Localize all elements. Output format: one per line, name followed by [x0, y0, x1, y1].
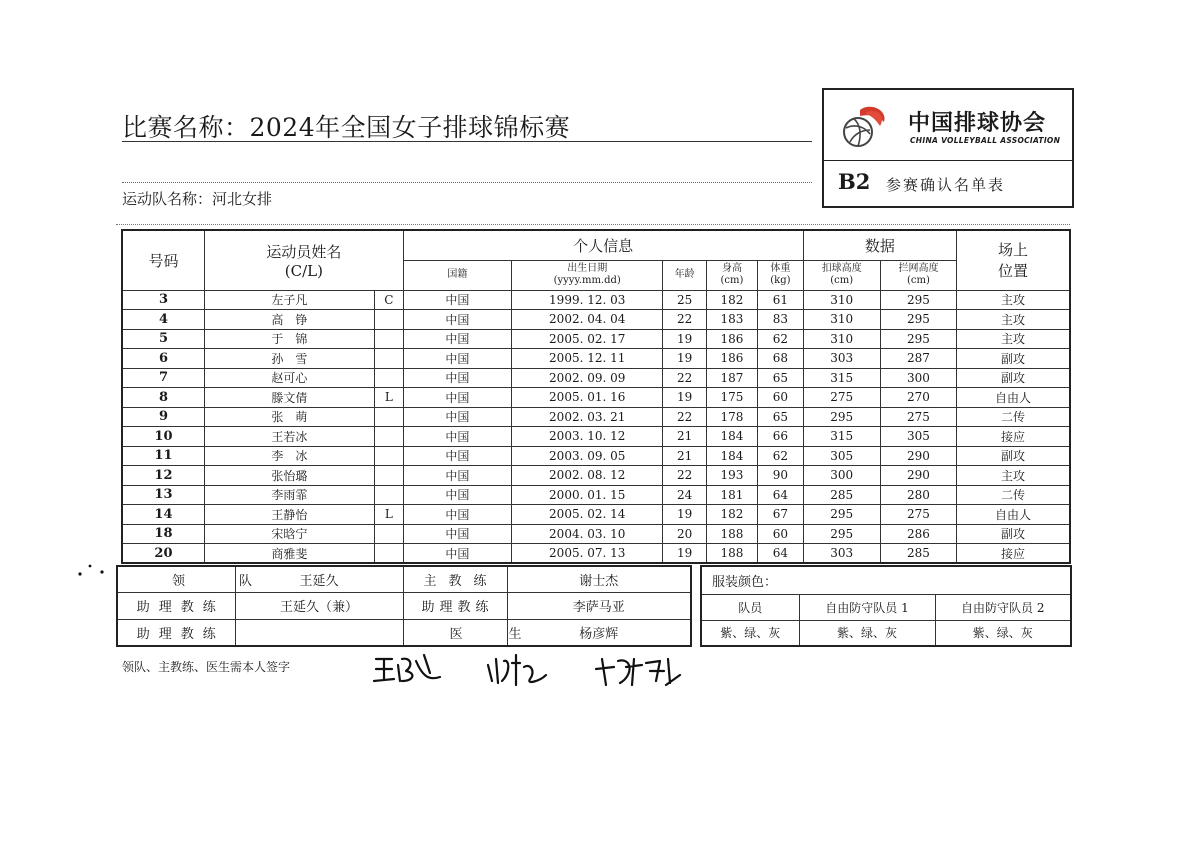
association-name-cn: 中国排球协会 — [908, 111, 1047, 136]
player-block-reach: 280 — [880, 485, 956, 505]
player-spike-reach: 285 — [803, 485, 880, 505]
assistant-coach-value-1: 王延久（兼） — [235, 593, 403, 619]
header-court-position-line2: 位置 — [998, 262, 1029, 281]
player-weight: 60 — [758, 524, 803, 544]
player-position: 自由人 — [957, 505, 1070, 525]
table-row — [122, 329, 1070, 349]
player-spike-reach: 315 — [803, 368, 880, 388]
player-nationality: 中国 — [403, 466, 511, 486]
player-number: 3 — [122, 290, 204, 310]
leader-label: 领队 — [117, 566, 235, 593]
player-height: 182 — [706, 290, 758, 310]
player-height: 186 — [706, 329, 758, 349]
player-cl — [374, 310, 403, 330]
player-height: 187 — [706, 368, 758, 388]
player-position: 二传 — [957, 407, 1070, 427]
player-birth-date: 2005. 07. 13 — [511, 544, 662, 564]
player-cl — [374, 427, 403, 447]
header-court-position-line1: 场上 — [998, 241, 1029, 260]
player-height: 175 — [706, 388, 758, 408]
table-row — [122, 544, 1070, 564]
player-spike-reach: 305 — [803, 446, 880, 466]
player-cl — [374, 466, 403, 486]
player-age: 22 — [663, 310, 706, 330]
player-weight: 65 — [758, 407, 803, 427]
player-name: 张 萌 — [204, 407, 374, 427]
player-height: 181 — [706, 485, 758, 505]
player-birth-date: 2002. 09. 09 — [511, 368, 662, 388]
player-position: 二传 — [957, 485, 1070, 505]
assistant-coach-value-2: 李萨马亚 — [507, 593, 691, 619]
player-number: 6 — [122, 349, 204, 369]
player-spike-reach: 275 — [803, 388, 880, 408]
association-name-en: CHINA VOLLEYBALL ASSOCIATION — [910, 136, 1061, 145]
player-position: 接应 — [957, 544, 1070, 564]
player-position: 主攻 — [957, 290, 1070, 310]
form-code: B2 — [838, 169, 871, 194]
header-spike-label: 扣球高度 — [821, 263, 862, 274]
table-row — [122, 427, 1070, 447]
header-nationality: 国籍 — [403, 260, 511, 290]
player-spike-reach: 310 — [803, 310, 880, 330]
player-nationality: 中国 — [403, 485, 511, 505]
player-position: 副攻 — [957, 446, 1070, 466]
doctor-label: 医生 — [403, 619, 507, 646]
player-spike-reach: 295 — [803, 505, 880, 525]
uniform-player-colors: 紫、绿、灰 — [701, 620, 799, 646]
player-block-reach: 275 — [880, 407, 956, 427]
player-birth-date: 2002. 08. 12 — [511, 466, 662, 486]
player-nationality: 中国 — [403, 505, 511, 525]
player-position: 主攻 — [957, 329, 1070, 349]
player-age: 25 — [663, 290, 706, 310]
header-data: 数据 — [803, 230, 957, 260]
player-block-reach: 290 — [880, 446, 956, 466]
assistant-coach-label-2: 助理教练 — [403, 593, 507, 619]
player-height: 178 — [706, 407, 758, 427]
dotted-divider — [122, 182, 812, 183]
player-name: 宋晗宁 — [204, 524, 374, 544]
match-title: 比赛名称：2024年全国女子排球锦标赛 — [122, 113, 571, 142]
player-nationality: 中国 — [403, 388, 511, 408]
header-personal-info: 个人信息 — [403, 230, 803, 260]
player-nationality: 中国 — [403, 446, 511, 466]
player-spike-reach: 310 — [803, 329, 880, 349]
player-nationality: 中国 — [403, 290, 511, 310]
player-weight: 60 — [758, 388, 803, 408]
player-name: 孙 雪 — [204, 349, 374, 369]
signature-note: 领队、主教练、医生需本人签字 — [122, 660, 291, 674]
player-position: 主攻 — [957, 310, 1070, 330]
player-nationality: 中国 — [403, 427, 511, 447]
header-weight-unit: (kg) — [770, 275, 791, 286]
head-coach-value: 谢士杰 — [507, 566, 691, 593]
uniform-libero1-colors: 紫、绿、灰 — [799, 620, 935, 646]
player-spike-reach: 303 — [803, 544, 880, 564]
header-number: 号码 — [122, 230, 204, 290]
player-name: 李雨霏 — [204, 485, 374, 505]
roster-table — [121, 229, 1071, 564]
player-block-reach: 295 — [880, 310, 956, 330]
player-name: 商雅斐 — [204, 544, 374, 564]
player-number: 20 — [122, 544, 204, 564]
header-block-label: 拦网高度 — [898, 263, 939, 274]
player-age: 19 — [663, 388, 706, 408]
player-height: 188 — [706, 544, 758, 564]
player-weight: 64 — [758, 485, 803, 505]
table-row — [122, 290, 1070, 310]
player-number: 9 — [122, 407, 204, 427]
player-name: 李 冰 — [204, 446, 374, 466]
player-spike-reach: 295 — [803, 524, 880, 544]
uniform-libero1-label: 自由防守队员 1 — [799, 595, 935, 620]
player-cl — [374, 544, 403, 564]
player-height: 183 — [706, 310, 758, 330]
player-number: 12 — [122, 466, 204, 486]
player-age: 22 — [663, 368, 706, 388]
header-spike-reach — [803, 260, 880, 290]
form-name: 参赛确认名单表 — [886, 176, 1006, 194]
assistant-coach-value-3 — [235, 619, 403, 646]
page-dotted-divider — [116, 224, 1070, 225]
header-birth-format: (yyyy.mm.dd) — [553, 275, 621, 286]
player-age: 22 — [663, 407, 706, 427]
player-spike-reach: 310 — [803, 290, 880, 310]
uniform-player-label: 队员 — [701, 595, 799, 620]
head-coach-label: 主教练 — [403, 566, 507, 593]
header-cl-label: (C/L) — [284, 261, 323, 280]
header-weight — [758, 260, 803, 290]
table-row — [122, 368, 1070, 388]
player-number: 5 — [122, 329, 204, 349]
player-block-reach: 290 — [880, 466, 956, 486]
player-name: 王若冰 — [204, 427, 374, 447]
table-row — [122, 310, 1070, 330]
player-cl: C — [374, 290, 403, 310]
player-position: 副攻 — [957, 349, 1070, 369]
player-weight: 83 — [758, 310, 803, 330]
leader-value: 王延久 — [235, 566, 403, 593]
table-row — [122, 466, 1070, 486]
player-position: 副攻 — [957, 368, 1070, 388]
player-weight: 68 — [758, 349, 803, 369]
header-weight-label: 体重 — [770, 263, 791, 274]
title-underline — [122, 141, 812, 142]
uniform-color-table — [700, 565, 1072, 647]
player-birth-date: 2000. 01. 15 — [511, 485, 662, 505]
header-court-position — [957, 230, 1070, 290]
header-birth-date — [511, 260, 662, 290]
player-nationality: 中国 — [403, 310, 511, 330]
player-number: 13 — [122, 485, 204, 505]
player-age: 19 — [663, 544, 706, 564]
header-height — [706, 260, 758, 290]
player-position: 接应 — [957, 427, 1070, 447]
player-number: 18 — [122, 524, 204, 544]
team-name: 河北女排 — [212, 190, 273, 208]
uniform-title: 服装颜色： — [701, 566, 1071, 595]
player-nationality: 中国 — [403, 524, 511, 544]
player-spike-reach: 295 — [803, 407, 880, 427]
header-athlete-name-label: 运动员姓名 — [266, 242, 342, 261]
player-height: 184 — [706, 427, 758, 447]
player-weight: 64 — [758, 544, 803, 564]
player-age: 21 — [663, 446, 706, 466]
player-birth-date: 2005. 02. 17 — [511, 329, 662, 349]
player-age: 22 — [663, 466, 706, 486]
player-number: 8 — [122, 388, 204, 408]
table-row — [122, 524, 1070, 544]
table-row — [122, 446, 1070, 466]
roster-body — [122, 290, 1070, 563]
player-age: 20 — [663, 524, 706, 544]
header-age: 年龄 — [663, 260, 706, 290]
assistant-coach-label-1: 助理教练 — [117, 593, 235, 619]
player-cl — [374, 407, 403, 427]
doctor-value: 杨彦辉 — [507, 619, 691, 646]
player-number: 4 — [122, 310, 204, 330]
player-age: 21 — [663, 427, 706, 447]
player-nationality: 中国 — [403, 407, 511, 427]
player-name: 高 铮 — [204, 310, 374, 330]
player-block-reach: 295 — [880, 329, 956, 349]
team-label: 运动队名称： — [122, 190, 213, 208]
player-number: 11 — [122, 446, 204, 466]
player-block-reach: 270 — [880, 388, 956, 408]
player-block-reach: 287 — [880, 349, 956, 369]
player-block-reach: 286 — [880, 524, 956, 544]
handwritten-signatures — [370, 645, 710, 693]
table-row — [122, 388, 1070, 408]
uniform-libero2-colors: 紫、绿、灰 — [935, 620, 1071, 646]
player-birth-date: 2005. 01. 16 — [511, 388, 662, 408]
player-birth-date: 2003. 10. 12 — [511, 427, 662, 447]
header-height-unit: (cm) — [720, 275, 744, 286]
header-block-unit: (cm) — [907, 275, 930, 286]
player-weight: 65 — [758, 368, 803, 388]
player-height: 182 — [706, 505, 758, 525]
player-height: 193 — [706, 466, 758, 486]
player-birth-date: 2005. 02. 14 — [511, 505, 662, 525]
player-cl: L — [374, 505, 403, 525]
header-spike-unit: (cm) — [830, 275, 854, 286]
staff-table — [116, 565, 692, 647]
player-birth-date: 2002. 03. 21 — [511, 407, 662, 427]
player-number: 10 — [122, 427, 204, 447]
header-height-label: 身高 — [721, 263, 742, 274]
player-weight: 62 — [758, 329, 803, 349]
player-number: 14 — [122, 505, 204, 525]
player-name: 赵可心 — [204, 368, 374, 388]
table-row — [122, 485, 1070, 505]
player-cl — [374, 329, 403, 349]
player-nationality: 中国 — [403, 349, 511, 369]
player-block-reach: 305 — [880, 427, 956, 447]
player-nationality: 中国 — [403, 329, 511, 349]
header-birth-date-label: 出生日期 — [567, 263, 608, 274]
player-birth-date: 2003. 09. 05 — [511, 446, 662, 466]
logo-box-divider — [824, 160, 1072, 161]
player-weight: 90 — [758, 466, 803, 486]
player-name: 于 锦 — [204, 329, 374, 349]
player-position: 主攻 — [957, 466, 1070, 486]
player-weight: 61 — [758, 290, 803, 310]
player-age: 24 — [663, 485, 706, 505]
player-birth-date: 2002. 04. 04 — [511, 310, 662, 330]
player-spike-reach: 300 — [803, 466, 880, 486]
player-cl: L — [374, 388, 403, 408]
player-cl — [374, 349, 403, 369]
team-name-row — [122, 188, 272, 209]
player-block-reach: 300 — [880, 368, 956, 388]
volleyball-logo-icon — [840, 104, 890, 150]
player-nationality: 中国 — [403, 368, 511, 388]
player-weight: 62 — [758, 446, 803, 466]
player-birth-date: 2005. 12. 11 — [511, 349, 662, 369]
player-name: 张怡璐 — [204, 466, 374, 486]
player-cl — [374, 485, 403, 505]
header-athlete-name — [204, 230, 403, 290]
player-position: 副攻 — [957, 524, 1070, 544]
player-name: 左子凡 — [204, 290, 374, 310]
player-spike-reach: 303 — [803, 349, 880, 369]
player-age: 19 — [663, 505, 706, 525]
assistant-coach-label-3: 助理教练 — [117, 619, 235, 646]
uniform-libero2-label: 自由防守队员 2 — [935, 595, 1071, 620]
player-cl — [374, 524, 403, 544]
player-weight: 66 — [758, 427, 803, 447]
scan-specks — [76, 560, 110, 580]
player-block-reach: 285 — [880, 544, 956, 564]
form-id-box — [822, 88, 1074, 208]
player-height: 184 — [706, 446, 758, 466]
player-block-reach: 275 — [880, 505, 956, 525]
table-row — [122, 349, 1070, 369]
player-nationality: 中国 — [403, 544, 511, 564]
player-cl — [374, 368, 403, 388]
player-block-reach: 295 — [880, 290, 956, 310]
player-height: 188 — [706, 524, 758, 544]
signature-leader-stroke — [374, 659, 394, 681]
player-position: 自由人 — [957, 388, 1070, 408]
player-name: 王静怡 — [204, 505, 374, 525]
player-number: 7 — [122, 368, 204, 388]
player-name: 滕文倩 — [204, 388, 374, 408]
player-birth-date: 1999. 12. 03 — [511, 290, 662, 310]
player-cl — [374, 446, 403, 466]
player-birth-date: 2004. 03. 10 — [511, 524, 662, 544]
player-age: 19 — [663, 329, 706, 349]
player-height: 186 — [706, 349, 758, 369]
table-row — [122, 505, 1070, 525]
player-age: 19 — [663, 349, 706, 369]
table-row — [122, 407, 1070, 427]
player-weight: 67 — [758, 505, 803, 525]
header-block-reach — [880, 260, 956, 290]
player-spike-reach: 315 — [803, 427, 880, 447]
